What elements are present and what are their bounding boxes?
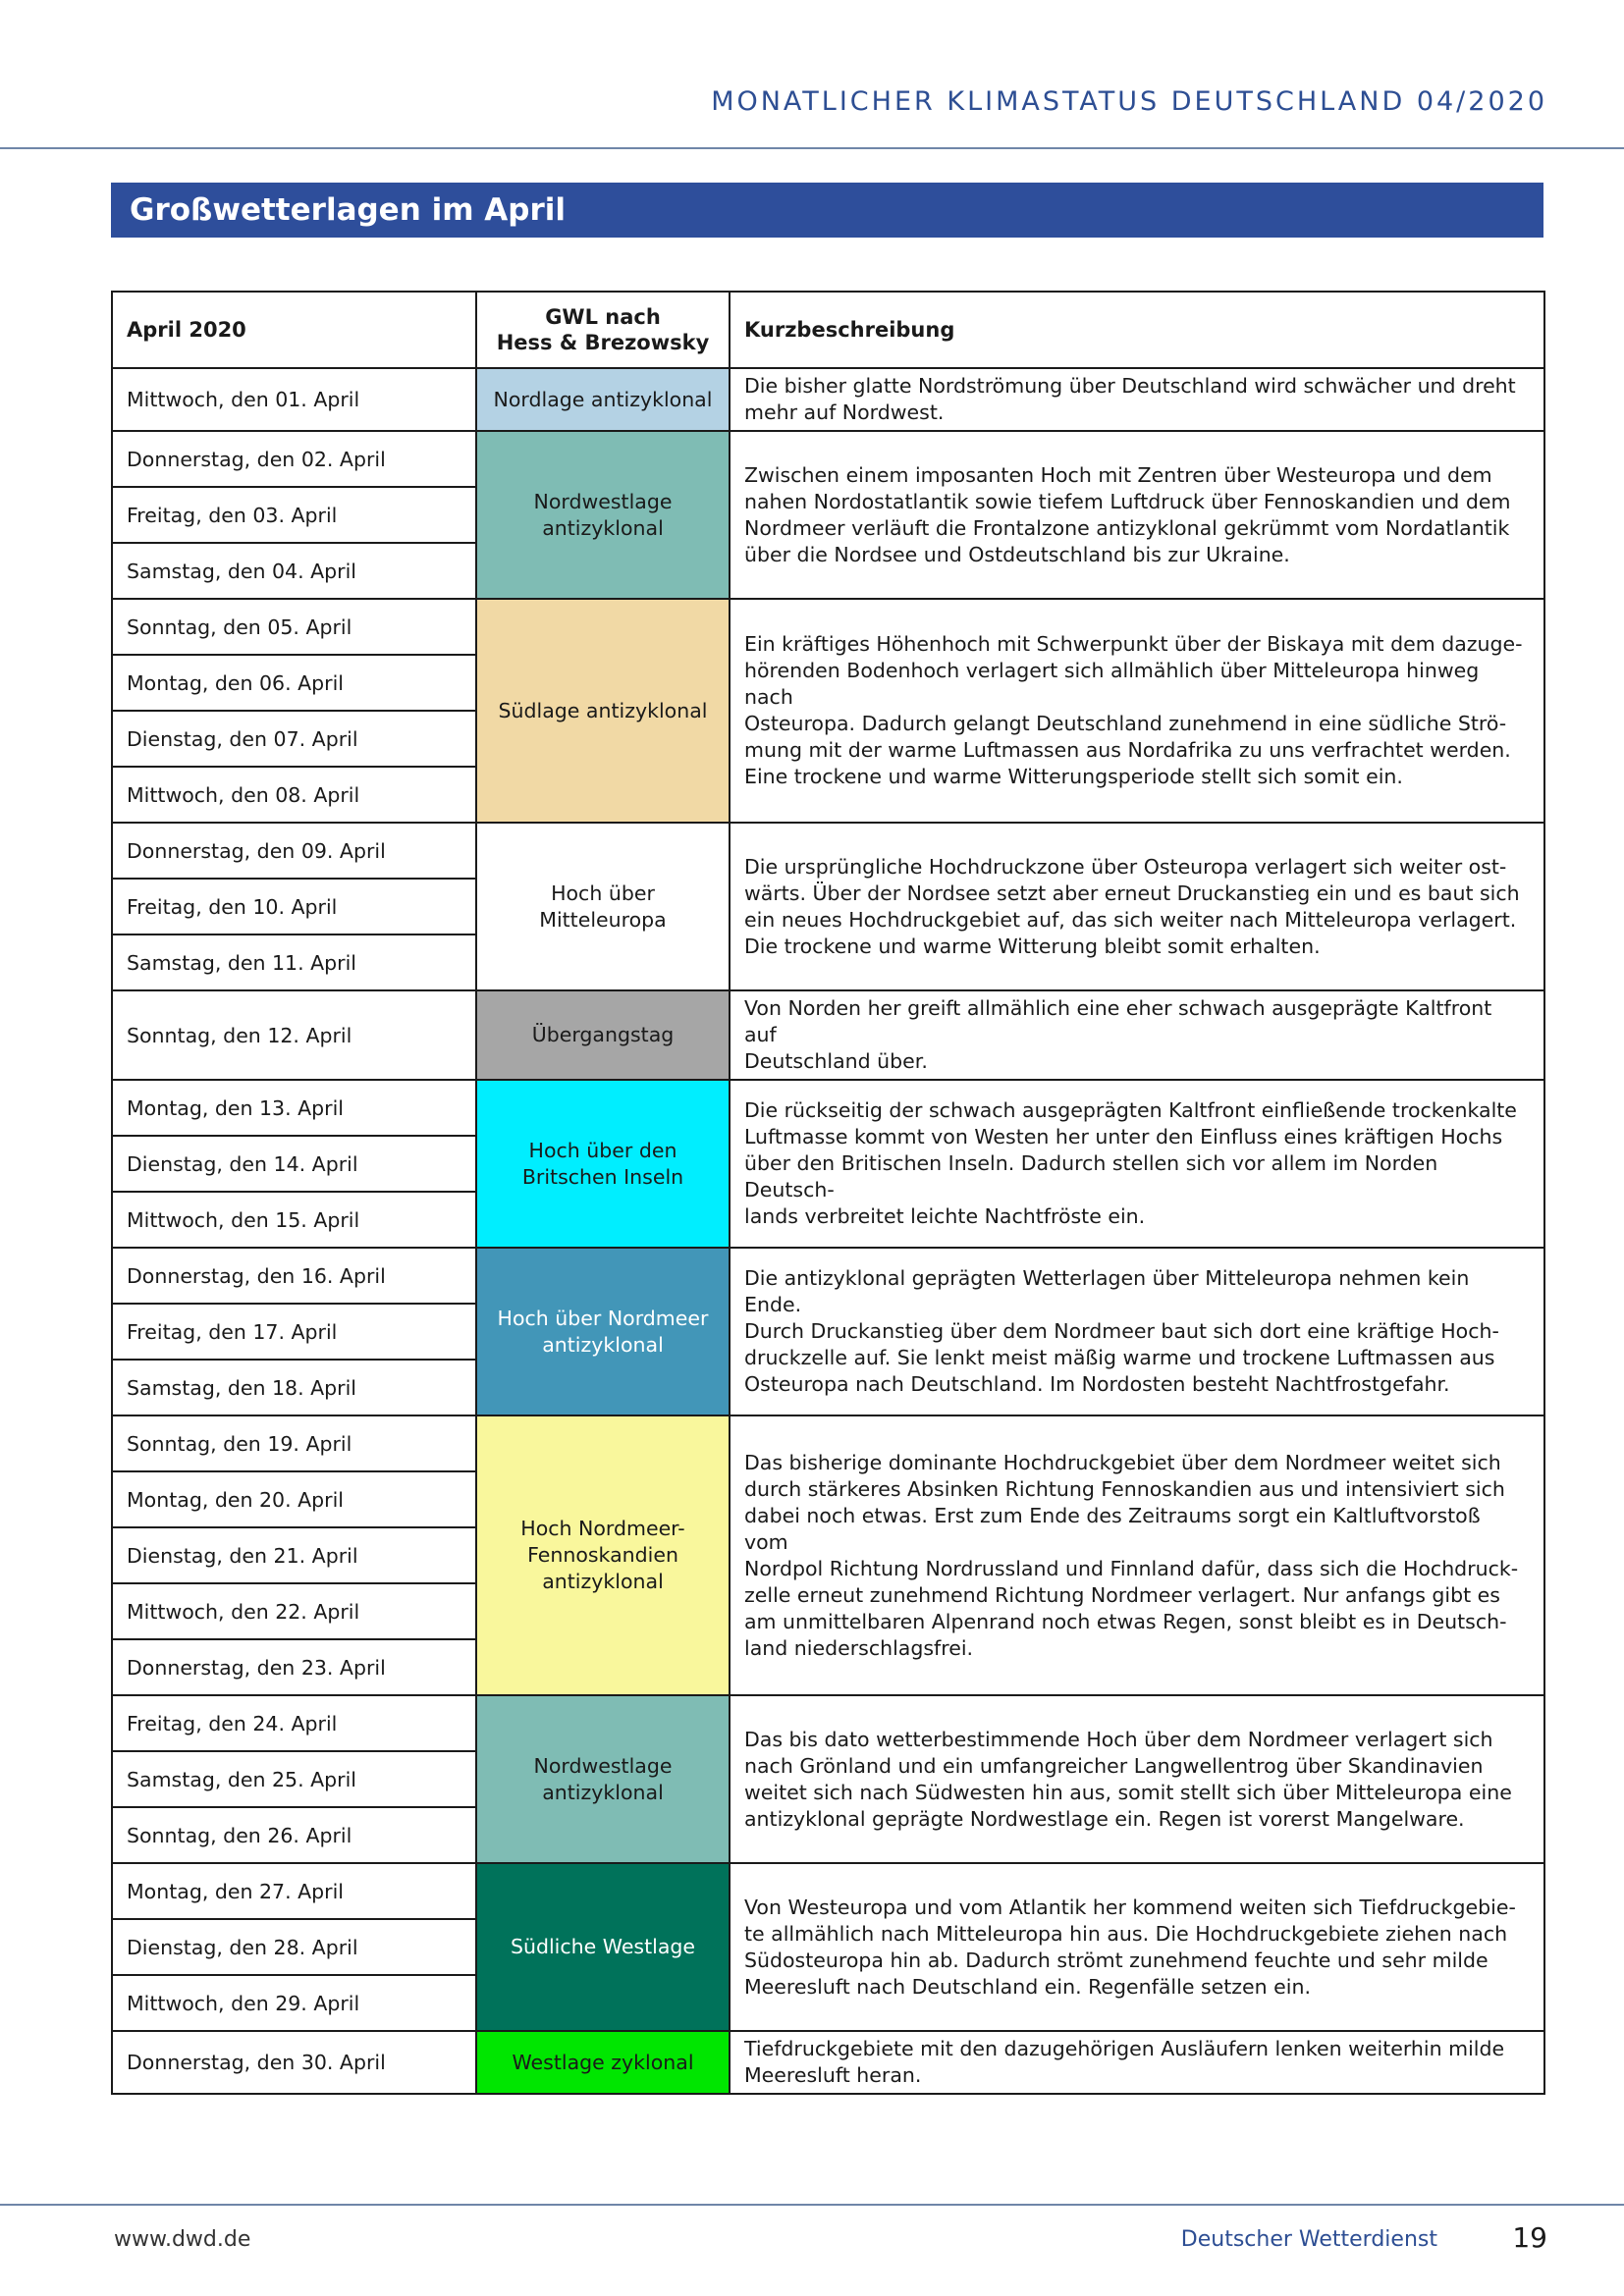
column-header-description: Kurzbeschreibung [730, 292, 1544, 368]
gwl-type-cell: Hoch über Mitteleuropa [476, 823, 730, 990]
date-cell: Montag, den 13. April [112, 1080, 476, 1136]
table-row [112, 990, 1544, 1080]
date-cell: Montag, den 20. April [112, 1471, 476, 1527]
description-cell: Die rückseitig der schwach ausgeprägten Kaltfront einfließende trockenkalte Luftmasse kommt von Westen her unter den Einfluss eines kräftigen Hochs über den Britischen Inseln. Dadurch stellen sich vor allem im Norden Deutsch- lands verbreitet leichte Nachtfröste ein. [730, 1080, 1544, 1248]
table-row [112, 599, 1544, 655]
date-cell: Dienstag, den 14. April [112, 1136, 476, 1192]
description-cell: Die antizyklonal geprägten Wetterlagen über Mitteleuropa nehmen kein Ende. Durch Druckanstieg über dem Nordmeer baut sich dort eine kräftige Hoch- druckzelle auf. Sie lenkt meist mäßig warme und trockene Luftmassen aus Osteuropa nach Deutschland. Im Nordosten besteht Nachtfrostgefahr. [730, 1248, 1544, 1415]
table-header-row [112, 292, 1544, 368]
date-cell: Donnerstag, den 30. April [112, 2031, 476, 2094]
date-cell: Freitag, den 03. April [112, 487, 476, 543]
date-cell: Mittwoch, den 15. April [112, 1192, 476, 1248]
table-row [112, 1695, 1544, 1751]
description-cell: Die ursprüngliche Hochdruckzone über Osteuropa verlagert sich weiter ost- wärts. Über der Nordsee setzt aber erneut Druckanstieg ein und es baut sich ein neues Hochdruckgebiet auf, das sich weiter nach Mitteleuropa verlagert. Die trockene und warme Witterung bleibt somit erhalten. [730, 823, 1544, 990]
weather-patterns-table [111, 291, 1545, 2095]
description-cell: Ein kräftiges Höhenhoch mit Schwerpunkt über der Biskaya mit dem dazuge- hörenden Bodenhoch verlagert sich allmählich über Mitteleuropa hinweg nach Osteuropa. Dadurch gelangt Deutschland zunehmend in eine südliche Strö- mung mit der warme Luftmassen aus Nordafrika zu uns verfrachtet werden. Eine trockene und warme Witterungsperiode stellt sich somit ein. [730, 599, 1544, 823]
gwl-type-cell: Hoch über Nordmeer antizyklonal [476, 1248, 730, 1415]
website-link[interactable]: www.dwd.de [114, 2227, 251, 2252]
section-title: Großwetterlagen im April [111, 183, 1543, 238]
date-cell: Dienstag, den 07. April [112, 711, 476, 767]
page-number: 19 [1512, 2221, 1547, 2254]
date-cell: Dienstag, den 28. April [112, 1919, 476, 1975]
gwl-type-cell: Nordwestlage antizyklonal [476, 1695, 730, 1863]
gwl-type-cell: Übergangstag [476, 990, 730, 1080]
description-cell: Das bis dato wetterbestimmende Hoch über dem Nordmeer verlagert sich nach Grönland und ein umfangreicher Langwellentrog über Skandinavien weitet sich nach Südwesten hin aus, somit stellt sich über Mitteleuropa eine antizyklonal geprägte Nordwestlage ein. Regen ist vorerst Mangelware. [730, 1695, 1544, 1863]
date-cell: Samstag, den 11. April [112, 934, 476, 990]
date-cell: Sonntag, den 19. April [112, 1415, 476, 1471]
date-cell: Samstag, den 25. April [112, 1751, 476, 1807]
description-cell: Tiefdruckgebiete mit den dazugehörigen Ausläufern lenken weiterhin milde Meeresluft heran. [730, 2031, 1544, 2094]
date-cell: Mittwoch, den 22. April [112, 1583, 476, 1639]
column-header-date: April 2020 [112, 292, 476, 368]
page-header [0, 0, 1624, 149]
date-cell: Mittwoch, den 01. April [112, 368, 476, 431]
table-row [112, 1415, 1544, 1471]
date-cell: Donnerstag, den 02. April [112, 431, 476, 487]
date-cell: Sonntag, den 05. April [112, 599, 476, 655]
table-row [112, 1863, 1544, 1919]
table-row [112, 2031, 1544, 2094]
description-cell: Zwischen einem imposanten Hoch mit Zentren über Westeuropa und dem nahen Nordostatlantik sowie tiefem Luftdruck über Fennoskandien und dem Nordmeer verläuft die Frontalzone antizyklonal gekrümmt vom Nordatlantik über die Nordsee und Ostdeutschland bis zur Ukraine. [730, 431, 1544, 599]
date-cell: Freitag, den 24. April [112, 1695, 476, 1751]
date-cell: Mittwoch, den 29. April [112, 1975, 476, 2031]
page-footer [0, 2204, 1624, 2296]
gwl-type-cell: Westlage zyklonal [476, 2031, 730, 2094]
date-cell: Montag, den 06. April [112, 655, 476, 711]
date-cell: Donnerstag, den 16. April [112, 1248, 476, 1304]
date-cell: Sonntag, den 26. April [112, 1807, 476, 1863]
date-cell: Sonntag, den 12. April [112, 990, 476, 1080]
table-row [112, 368, 1544, 431]
date-cell: Donnerstag, den 09. April [112, 823, 476, 879]
date-cell: Dienstag, den 21. April [112, 1527, 476, 1583]
description-cell: Das bisherige dominante Hochdruckgebiet über dem Nordmeer weitet sich durch stärkeres Absinken Richtung Fennoskandien aus und intensiviert sich dabei noch etwas. Erst zum Ende des Zeitraums sorgt ein Kaltluftvorstoß vom Nordpol Richtung Nordrussland und Finnland dafür, dass sich die Hochdruck- zelle erneut zunehmend Richtung Nordmeer verlagert. Nur anfangs gibt es am unmittelbaren Alpenrand noch etwas Regen, sonst bleibt es in Deutsch- land niederschlagsfrei. [730, 1415, 1544, 1695]
organization-name: Deutscher Wetterdienst [1180, 2227, 1437, 2252]
table-row [112, 823, 1544, 879]
gwl-type-cell: Nordlage antizyklonal [476, 368, 730, 431]
gwl-type-cell: Hoch über den Britschen Inseln [476, 1080, 730, 1248]
gwl-type-cell: Nordwestlage antizyklonal [476, 431, 730, 599]
column-header-gwl: GWL nach Hess & Brezowsky [476, 292, 730, 368]
gwl-type-cell: Südlage antizyklonal [476, 599, 730, 823]
date-cell: Montag, den 27. April [112, 1863, 476, 1919]
table-row [112, 1080, 1544, 1136]
date-cell: Freitag, den 17. April [112, 1304, 476, 1360]
description-cell: Die bisher glatte Nordströmung über Deutschland wird schwächer und dreht mehr auf Nordwest. [730, 368, 1544, 431]
table-row [112, 1248, 1544, 1304]
date-cell: Samstag, den 04. April [112, 543, 476, 599]
description-cell: Von Westeuropa und vom Atlantik her kommend weiten sich Tiefdruckgebie- te allmählich nach Mitteleuropa hin aus. Die Hochdruckgebiete ziehen nach Südosteuropa hin ab. Dadurch strömt zunehmend feuchte und sehr milde Meeresluft nach Deutschland ein. Regenfälle setzen ein. [730, 1863, 1544, 2031]
date-cell: Mittwoch, den 08. April [112, 767, 476, 823]
date-cell: Donnerstag, den 23. April [112, 1639, 476, 1695]
gwl-type-cell: Südliche Westlage [476, 1863, 730, 2031]
description-cell: Von Norden her greift allmählich eine eher schwach ausgeprägte Kaltfront auf Deutschland über. [730, 990, 1544, 1080]
gwl-type-cell: Hoch Nordmeer- Fennoskandien antizyklonal [476, 1415, 730, 1695]
table-row [112, 431, 1544, 487]
table-body [112, 368, 1544, 2094]
report-title: MONATLICHER KLIMASTATUS DEUTSCHLAND 04/2020 [711, 86, 1547, 117]
date-cell: Freitag, den 10. April [112, 879, 476, 934]
date-cell: Samstag, den 18. April [112, 1360, 476, 1415]
